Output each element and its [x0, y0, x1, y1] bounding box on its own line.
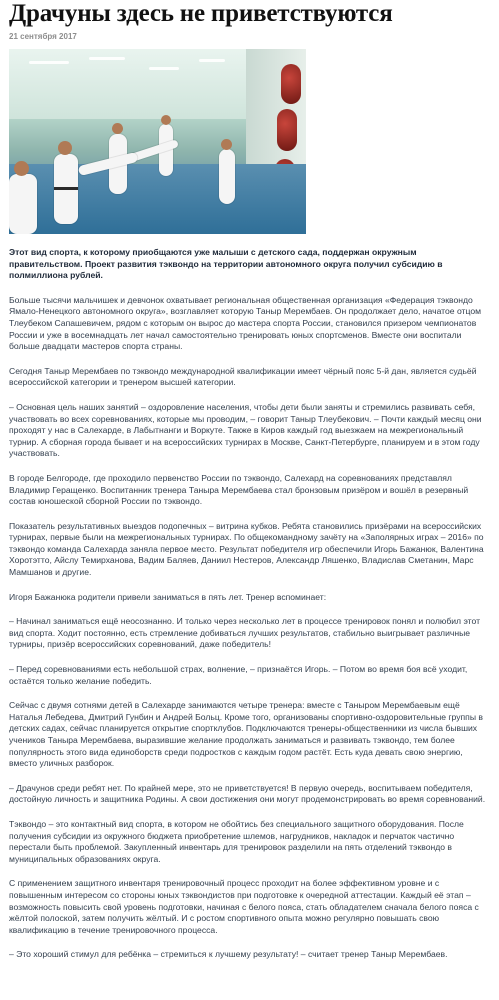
paragraph: – Драчунов среди ребят нет. По крайней мере, это не приветствуется! В первую очередь, воспитываем победителя, достойную личность и защитника Родины. А свои достижения они могут продемонстрировать во время соревнований. — [9, 782, 486, 805]
paragraph: Сейчас с двумя сотнями детей в Салехарде занимаются четыре тренера: вместе с Таныром Мерембаевым ещё Наталья Лебедева, Дмитрий Гунбин и Андрей Больц. Кроме того, организованы спортивно-оздоровительные группы в детских садах, сейчас планируется открытие спортклубов. Подключаются тренеры-общественники из числа бывших учеников Таныра Мерембаева, выразившие желание продолжать заниматься и развивать тэквондо, тем более популярность этого вида единоборств среди подростков с каждым годом растёт. Есть куда девать свою энергию, вместо уличных разборок. — [9, 700, 483, 769]
paragraph: Игоря Бажанюка родители привели заниматься в пять лет. Тренер вспоминает: — [9, 591, 327, 602]
paragraph: Показатель результативных выездов подопечных – витрина кубков. Ребята становились призёрами на всероссийских турнирах, первые были на межрегиональных турнирах. По общекомандному зачёту на «Заполярных играх – 2016» по тэквондо команда Салехарда заняла первое место. Результат победителя игр обеспечили Игорь Бажанюк, Валентина Хоротэтто, Айслу Темирханова, Вадим Баляев, Даниил Нестеров, Александр Ляшенко, Владислав Сметанин, Марс Мамшанов и другие. — [9, 520, 484, 578]
paragraph: Больше тысячи мальчишек и девчонок охватывает региональная общественная организация «Федерация тэквондо Ямало-Ненецкого автономного округа», возглавляет которую Таныр Мерембаев. Он продолжает дело, начатое отцом Тлеубеком Сапашевичем, рядом с которым он вырос до мастера спорта России, становился призером чемпионатов России и уже в восемнадцать лет начал самостоятельно тренировать юных спортсменов. Вместе они воспитали больше двадцати мастеров спорта страны. — [9, 294, 482, 352]
paragraph: В городе Белгороде, где проходило первенство России по тэквондо, Салехард на соревнованиях представлял Владимир Геращенко. Воспитанник тренера Таныра Мерембаева стал бронзовым призёром и вошёл в резервный состав юношеской сборной России по тэквондо. — [9, 472, 469, 507]
article-date: 21 сентября 2017 — [9, 32, 77, 41]
paragraph: – Это хороший стимул для ребёнка – стремиться к лучшему результату! – считает тренер Таныр Мерембаев. — [9, 949, 448, 960]
paragraph: – Начинал заниматься ещё неосознанно. И только через несколько лет в процессе тренировок понял и полюбил этот вид спорта. Ходит постоянно, есть стремление добиваться лучших результатов, стабильно выигрывает различные турниры, призёр всероссийских соревнований, даже победитель! — [9, 616, 481, 650]
article-photo — [9, 49, 306, 234]
paragraph: Тэквондо – это контактный вид спорта, в котором не обойтись без специального защитного оборудования. После получения субсидии из окружного бюджета приобретение шлемов, нагрудников, накладок и перчаток частично перестали быть проблемой. Закупленный инвентарь для тренировок разделили на пять отделений тэквондо в муниципальных образованиях округа. — [9, 818, 464, 864]
article-lead: Этот вид спорта, к которому приобщаются уже малыши с детского сада, поддержан окружным правительством. Проект развития тэквондо на территории автономного округа получил субсидию в полмиллиона рублей. — [9, 247, 443, 281]
article-title: Драчуны здесь не приветствуются — [9, 0, 393, 27]
paragraph: С применением защитного инвентаря тренировочный процесс проходит на более эффективном уровне и с повышенным интересом со стороны юных тэквондистов при подготовке к очередной аттестации. Каждый её этап – возможность повысить свой уровень подготовки, начиная с белого пояса, стать обладателем сначала белого пояса с жёлтой полоской, затем получить жёлтый. И с ростом спортивного опыта можно регулярно повышать свою квалификацию в течение тренировочного процесса. — [9, 878, 479, 935]
paragraph: – Перед соревнованиями есть небольшой страх, волнение, – признаётся Игорь. – Потом во время боя всё уходит, остаётся только желание победить. — [9, 664, 468, 686]
paragraph: – Основная цель наших занятий – оздоровление населения, чтобы дети были заняты и стремились развивать себя, участвовать во всех соревнованиях, которые мы проводим, – говорит Таныр Тлеубекович. – Почти каждый месяц они проходят у нас в Салехарде, в Лабытнанги и Воркуте. Также в Киров каждый год выезжаем на межрегиональный турнир. А сборная города бывает и на всероссийских турнирах в Москве, Санкт-Петербурге, планируем и в этом году участвовать. — [9, 401, 482, 459]
paragraph: Сегодня Таныр Мерембаев по тэквондо международной квалификации имеет чёрный пояс 5-й дан, является судьёй всероссийской категории и тренером высшей категории. — [9, 365, 477, 388]
